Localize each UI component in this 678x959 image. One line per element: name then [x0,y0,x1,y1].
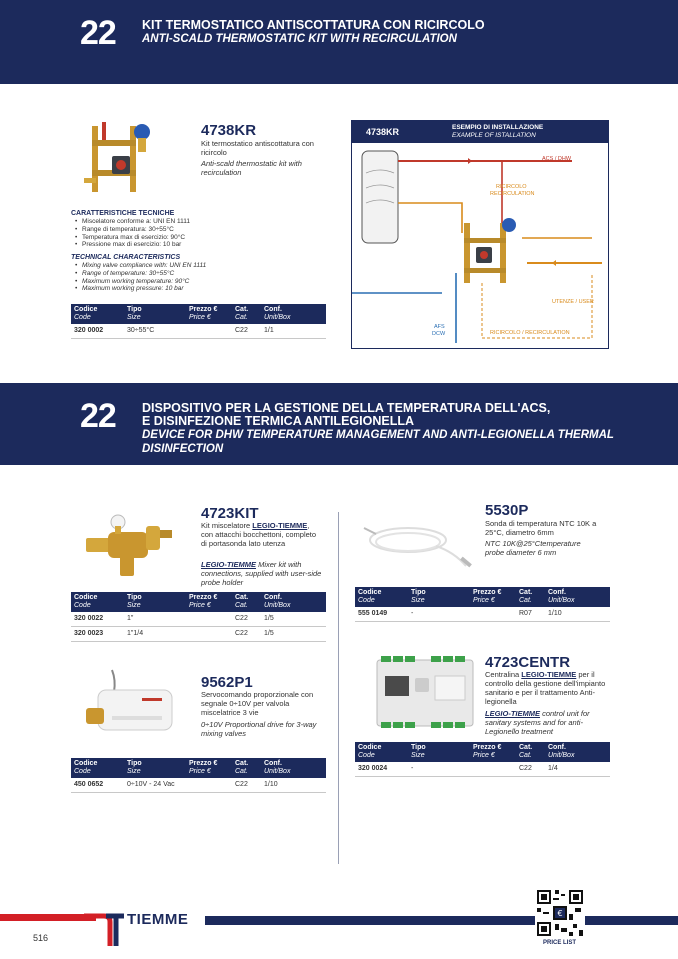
table-row: 320 0002 30÷55°C C22 1/1 [71,324,326,339]
price-list-label: PRICE LIST [543,940,577,946]
section2-title-it-1: DISPOSITIVO PER LA GESTIONE DELLA TEMPERATURA DELL'ACS, [142,401,551,415]
product-desc-en-4723centr: LEGIO-TIEMME control unit for sanitary systems and for anti-Legionello treatment [485,709,590,736]
table-row: 555 0149 - R07 1/10 [355,607,610,622]
table-row: 320 0024 - C22 1/4 [355,762,610,777]
section1-title-it: KIT TERMOSTATICO ANTISCOTTATURA CON RICIRCOLO [142,18,485,32]
label-ricircolo: RICIRCOLO [496,184,527,190]
product-image-4738kr [82,118,162,198]
th-conf: Conf. Unit/Box [261,758,326,778]
table-row: 450 0652 0÷10V - 24 Vac C22 1/10 [71,778,326,793]
product-code-9562p1: 9562P1 [201,674,253,691]
th-conf: Conf. Unit/Box [261,304,326,324]
diagram-title-en: EXAMPLE OF ISTALLATION [452,132,536,139]
label-utenze: UTENZE / USER [552,299,594,305]
product-image-5530p [356,512,476,572]
label-dcw: DCW [432,331,446,337]
table-9562p1 [71,758,326,793]
section1-header [0,0,678,84]
tech-title-en: TECHNICAL CHARACTERISTICS [71,254,181,261]
product-code-5530p: 5530P [485,502,529,519]
footer-brand: TIEMME [127,911,189,928]
th-code: Codice Code [355,742,408,762]
table-row: 320 0023 1"1/4 C22 1/5 [71,627,326,642]
section2-title-it-2: E DISINFEZIONE TERMICA ANTILEGIONELLA [142,414,414,428]
table-5530p [355,587,610,622]
th-size: Tipo Size [124,758,186,778]
table-4738kr [71,304,326,339]
th-size: Tipo Size [124,592,186,612]
section2-header [0,383,678,465]
table-4723kit [71,592,326,642]
tech-item: • Maximum working pressure: 10 bar [74,285,206,293]
table-row: 320 0022 1" C22 1/5 [71,612,326,627]
th-code: Codice Code [71,592,124,612]
tech-list-it [74,218,190,249]
footer-logo-mark [84,912,124,948]
section1-number: 22 [80,14,116,52]
product-desc-it-9562p1: Servocomando proporzionale con segnale 0÷10V per valvola miscelatrice 3 vie [201,690,314,717]
label-ricircolo-bottom: RICIRCOLO / RECIRCULATION [490,330,570,336]
th-code: Codice Code [71,304,124,324]
diagram-header [352,121,608,143]
th-size: Tipo Size [408,587,470,607]
tech-item: • Mixing valve compliance with: UNI EN 1111 [74,262,206,270]
footer-navy-bar [205,916,678,925]
th-size: Tipo Size [124,304,186,324]
th-cat: Cat. Cat. [232,592,261,612]
th-price: Prezzo € Price € [186,758,232,778]
tech-item: • Miscelatore conforme a: UNI EN 1111 [74,218,190,226]
section2-number: 22 [80,397,116,435]
product-code-4723kit: 4723KIT [201,505,259,522]
section1-title-en: ANTI-SCALD THERMOSTATIC KIT WITH RECIRCULATION [142,33,457,45]
label-acs: ACS / DHW [542,156,572,162]
product-image-4723kit [80,508,180,578]
th-price: Prezzo € Price € [186,304,232,324]
page-number: 516 [33,933,49,943]
product-code-4723centr: 4723CENTR [485,654,571,671]
qr-code[interactable] [535,888,585,938]
product-desc-it-4723centr: Centralina LEGIO-TIEMME per il controllo della gestione dell'impianto sanitario e per il trattamento Anti-legionella [485,670,606,706]
table-4723centr [355,742,610,777]
section2-title-en-2: DISINFECTION [142,443,224,455]
th-price: Prezzo € Price € [186,592,232,612]
label-afs: AFS [434,324,445,330]
product-image-4723centr [375,654,475,730]
diagram-title-it: ESEMPIO DI INSTALLAZIONE [452,124,544,131]
tech-item: • Pressione max di esercizio: 10 bar [74,241,190,249]
product-desc-en-4723kit: LEGIO-TIEMME Mixer kit with connections, supplied with user-side probe holder [201,560,322,587]
product-desc-it-5530p: Sonda di temperatura NTC 10K a 25°C, diametro 6mm [485,519,597,537]
tech-item: • Range di temperatura: 30÷55°C [74,226,190,234]
tech-title-it: CARATTERISTICHE TECNICHE [71,210,175,217]
th-price: Prezzo € Price € [470,587,516,607]
th-cat: Cat. Cat. [232,758,261,778]
tech-item: • Maximum working temperature: 90°C [74,278,206,286]
tech-list-en [74,262,206,293]
product-desc-it-4723kit: Kit miscelatore LEGIO-TIEMME, con attacchi bocchettoni, completo di portasonda lato utenza [201,521,317,548]
th-price: Prezzo € Price € [470,742,516,762]
product-image-9562p1 [82,668,182,738]
diagram-code: 4738KR [366,127,400,137]
tech-item: • Temperatura max di esercizio: 90°C [74,234,190,242]
th-size: Tipo Size [408,742,470,762]
label-recirculation: RECIRCULATION [490,191,535,197]
product-desc-it-4738kr: Kit termostatico antiscottatura con ricircolo [201,139,314,157]
th-conf: Conf. Unit/Box [261,592,326,612]
installation-diagram [351,120,609,349]
th-cat: Cat. Cat. [516,742,545,762]
product-desc-en-9562p1: 0÷10V Proportional drive for 3-way mixing valves [201,720,317,738]
th-cat: Cat. Cat. [516,587,545,607]
product-code-4738kr: 4738KR [201,122,257,139]
tech-item: • Range of temperature: 30÷55°C [74,270,206,278]
product-desc-en-5530p: NTC 10K@25°Ctemperature probe diameter 6 mm [485,539,581,557]
column-divider [338,512,339,864]
th-code: Codice Code [71,758,124,778]
th-cat: Cat. Cat. [232,304,261,324]
diagram-drawing [352,143,608,349]
th-conf: Conf. Unit/Box [545,742,610,762]
product-desc-en-4738kr: Anti-scald thermostatic kit with recirculation [201,159,302,177]
footer-red-bar [0,914,96,921]
th-code: Codice Code [355,587,408,607]
section2-title-en-1: DEVICE FOR DHW TEMPERATURE MANAGEMENT AND ANTI-LEGIONELLA THERMAL [142,429,614,441]
th-conf: Conf. Unit/Box [545,587,610,607]
svg-text:€: € [557,909,563,918]
